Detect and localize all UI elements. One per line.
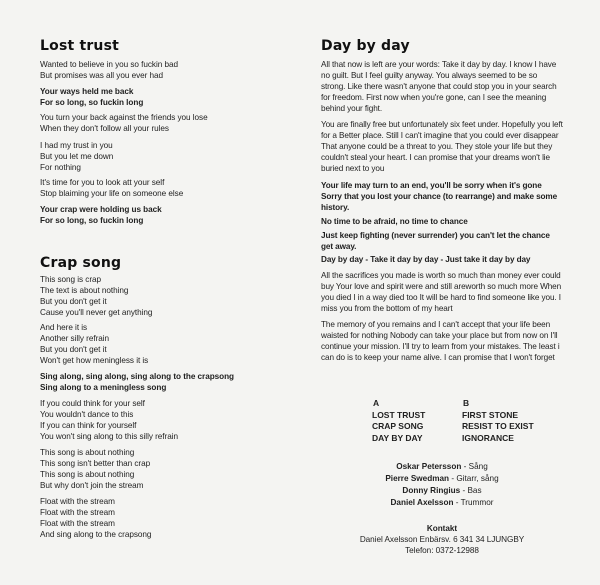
lyric-line: But promises was all you ever had [40, 71, 164, 80]
lyric-line: Your crap were holding us back [40, 205, 162, 214]
lyric-line: You won't sing along to this silly refrain [40, 432, 178, 441]
member-name: Pierre Swedman [385, 474, 450, 483]
stanza [40, 496, 151, 540]
contact-address: Daniel Axelsson Enbärsv. 6 341 34 LJUNGBY [359, 535, 525, 544]
track-title: FIRST STONE [462, 409, 519, 420]
band-member [321, 461, 563, 473]
lyric-paragraph: All that now is left are your words: Take it day by day. I know I have no guilt. But I feel guilty anyway. You always seemed to be so strong. Like there wasn't anyone that could stop you in your search for freedom. First now when you're gone, can I see the meaning behind your fight. [321, 60, 557, 113]
lyric-line: For so long, so fuckin long [40, 98, 144, 107]
contact-heading: Kontakt [426, 524, 458, 533]
lyric-paragraph: You are finally free but unfortunately six feet under. Hopefully you left for a Better place. Still I can't imagine that you could ever disappear That anyone could be a threat to you. They stole your life but they couldn't steal your heart. I can promise that your dreams won't lie buried next to you [321, 120, 563, 173]
lyric-line: For nothing [40, 163, 81, 172]
stanza [40, 322, 148, 366]
song-title-crap-song: Crap song [40, 255, 122, 271]
lyric-line: It's time for you to look att your self [40, 178, 165, 187]
lyric-line: The text is about nothing [40, 286, 129, 295]
member-role: - Trummor [453, 498, 494, 507]
lyric-line: You turn your back against the friends you lose [40, 113, 208, 122]
member-role: - Bas [460, 486, 482, 495]
band-members [321, 461, 563, 509]
member-name: Donny Ringius [402, 486, 461, 495]
track-list-side-a [372, 398, 452, 444]
lyric-line: But you don't get it [40, 345, 107, 354]
stanza-chorus [40, 371, 234, 393]
band-member [321, 497, 563, 509]
stanza-chorus [40, 204, 162, 226]
track-title: CRAP SONG [372, 421, 424, 432]
lyric-line: Float with the stream [40, 508, 115, 517]
stanza [40, 447, 150, 491]
member-role: - Sång [461, 462, 488, 471]
lyric-line: I had my trust in you [40, 141, 113, 150]
lyric-line: Sing along to a meningless song [40, 383, 167, 392]
stanza [40, 59, 178, 81]
song-title-lost-trust: Lost trust [40, 38, 120, 54]
lyric-paragraph-chorus: Just keep fighting (never surrender) you can't let the chance get away. [321, 231, 550, 251]
lyric-line: If you can think for yourself [40, 421, 137, 430]
track-title: RESIST TO EXIST [462, 421, 534, 432]
track-title: IGNORANCE [462, 432, 514, 443]
contact-phone: Telefon: 0372-12988 [405, 546, 479, 555]
lyric-line: Sing along, sing along, sing along to the crapsong [40, 372, 235, 381]
lyric-line: This song is crap [40, 275, 102, 284]
side-label: A [373, 398, 380, 408]
lyric-paragraph: The memory of you remains and I can't accept that your life been waisted for nothing Nobody can take your place but from now on I'll continue your mission. I'll try to learn from your mistakes. The least i can do is to keep your name alive. I can promise that I won't forget [321, 320, 560, 362]
lyric-line: And here it is [40, 323, 88, 332]
track-title: DAY BY DAY [372, 432, 423, 443]
lyric-line: Won't get how meningless it is [40, 356, 149, 365]
lyric-line: When they don't follow all your rules [40, 124, 169, 133]
lyric-line: Stop blaiming your life on someone else [40, 189, 184, 198]
band-member [321, 473, 563, 485]
lyric-line: This song isn't better than crap [40, 459, 151, 468]
lyric-line: But why don't join the stream [40, 481, 144, 490]
lyric-line: Another silly refrain [40, 334, 110, 343]
contact-block [321, 523, 563, 556]
stanza [40, 140, 113, 173]
stanza [40, 177, 183, 199]
side-label: B [463, 398, 470, 408]
lyric-line: This song is about nothing [40, 448, 135, 457]
lyric-line: Cause you'll never get anything [40, 308, 153, 317]
lyric-paragraph-chorus: Day by day - Take it day by day - Just take it day by day [321, 255, 531, 264]
stanza-chorus [40, 86, 143, 108]
lyric-paragraph: All the sacrifices you made is worth so much than money ever could buy Your love and spirit were and still areworth so much more When you died I in a way died too It will be hard to find someone like you. I miss you from the bottom of my heart [321, 271, 562, 313]
member-role: - Gitarr, sång [449, 474, 499, 483]
track-title: LOST TRUST [372, 409, 426, 420]
lyric-line: Float with the stream [40, 497, 115, 506]
member-name: Daniel Axelsson [390, 498, 454, 507]
lyric-line: Float with the stream [40, 519, 115, 528]
lyric-line: This song is about nothing [40, 470, 135, 479]
track-list-side-b [462, 398, 542, 444]
lyric-line: But you let me down [40, 152, 114, 161]
stanza [40, 274, 152, 318]
lyric-line: But you don't get it [40, 297, 107, 306]
lyric-line: Wanted to believe in you so fuckin bad [40, 60, 178, 69]
lyric-line: If you could think for your self [40, 399, 145, 408]
song-title-day-by-day: Day by day [321, 38, 410, 54]
lyric-line: Your ways held me back [40, 87, 134, 96]
lyric-line: And sing along to the crapsong [40, 530, 152, 539]
band-member [321, 485, 563, 497]
lyric-paragraph-chorus: No time to be afraid, no time to chance [321, 217, 468, 226]
lyric-paragraph-chorus: Your life may turn to an end, you'll be sorry when it's gone Sorry that you lost your chance (to rearrange) and make some history. [321, 181, 558, 212]
stanza [40, 112, 208, 134]
lyric-line: You wouldn't dance to this [40, 410, 134, 419]
member-name: Oskar Petersson [396, 462, 462, 471]
lyric-line: For so long, so fuckin long [40, 216, 144, 225]
stanza [40, 398, 178, 442]
